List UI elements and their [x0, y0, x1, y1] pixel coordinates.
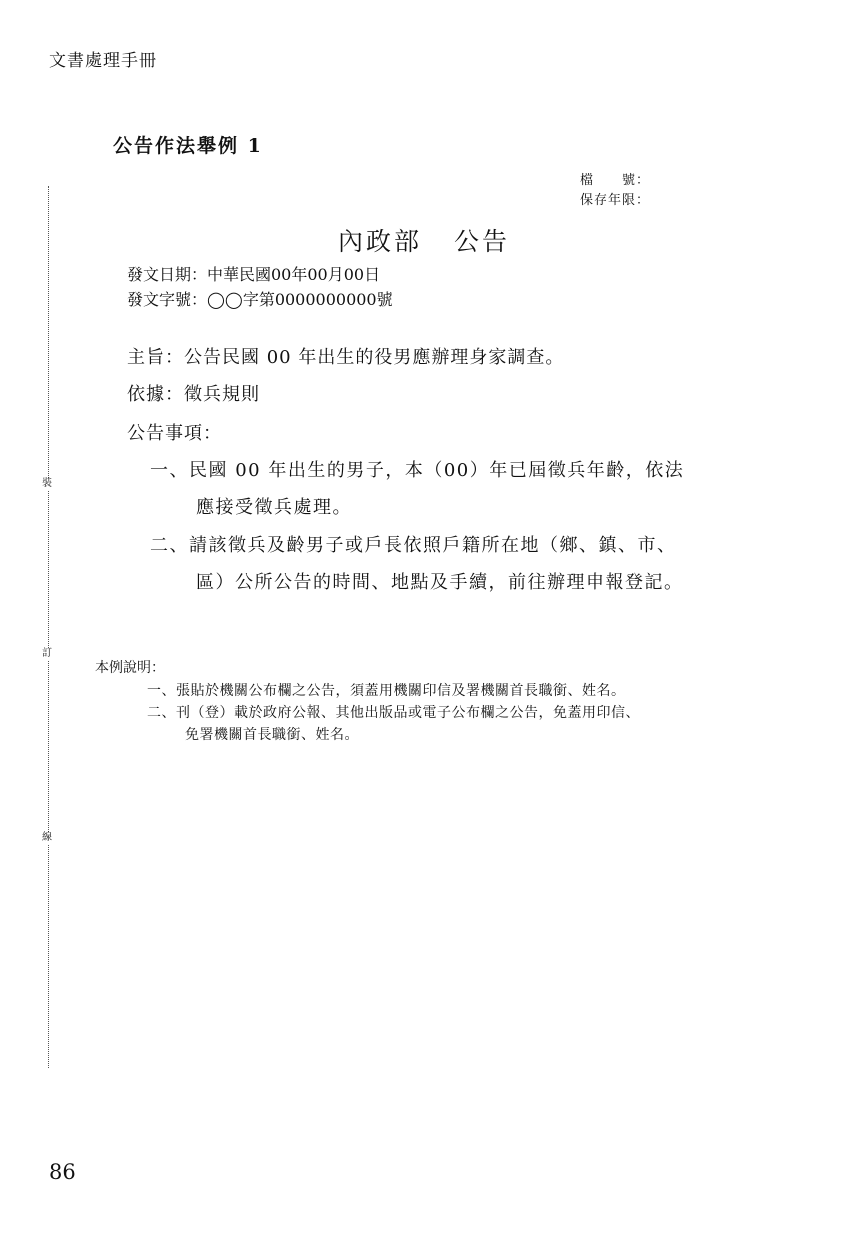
item-line: 一、民國 00 年出生的男子，本（00）年已屆徵兵年齡，依法: [150, 460, 685, 481]
basis-line: 依據：徵兵規則: [127, 384, 260, 405]
issue-reference: 發文字號：◯◯字第0000000000號: [127, 290, 393, 309]
note-line-continued: 免署機關首長職銜、姓名。: [185, 727, 359, 743]
issue-date: 發文日期：中華民國00年00月00日: [127, 265, 381, 284]
issue-info: [127, 262, 393, 312]
binding-mark: 線: [42, 832, 52, 843]
binding-mark: 訂: [42, 648, 52, 659]
file-number-label: 檔 號：: [580, 173, 651, 188]
announcement-item: [150, 452, 684, 526]
note-line: 一、張貼於機關公布欄之公告，須蓋用機關印信及署機關首長職銜、姓名。: [147, 683, 626, 699]
issuing-organization: 內政部: [337, 227, 422, 256]
example-title: 公告作法舉例 1: [113, 135, 263, 157]
running-header: 文書處理手冊: [49, 51, 157, 71]
note-item: [147, 680, 626, 702]
binding-dotted-line: [48, 186, 49, 1068]
items-label: 公告事項：: [127, 423, 222, 444]
binding-mark: 裝: [42, 478, 52, 489]
note-item: [147, 702, 640, 746]
document-title: [0, 222, 848, 258]
note-line: 二、刊（登）載於政府公報、其他出版品或電子公布欄之公告，免蓋用印信、: [147, 705, 640, 721]
subject-line: 主旨：公告民國 00 年出生的役男應辦理身家調查。: [127, 347, 565, 368]
announcement-item: [150, 527, 684, 601]
retention-label: 保存年限：: [580, 193, 651, 208]
item-line: 二、請該徵兵及齡男子或戶長依照戶籍所在地（鄉、鎮、市、: [150, 535, 677, 556]
archive-block: [580, 171, 650, 211]
notes-label: 本例說明：: [95, 660, 165, 676]
item-line-continued: 應接受徵兵處理。: [196, 497, 352, 518]
item-line-continued: 區）公所公告的時間、地點及手續，前往辦理申報登記。: [196, 572, 684, 593]
page-number: 86: [49, 1160, 76, 1184]
document-type: 公告: [454, 227, 511, 256]
